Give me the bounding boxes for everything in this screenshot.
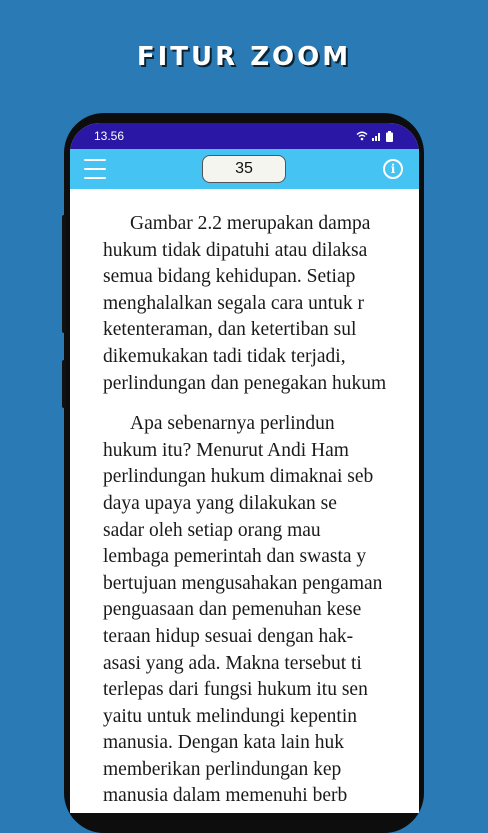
- text-line: terlepas dari fungsi hukum itu sen: [103, 679, 368, 701]
- phone-side-button: [62, 360, 66, 408]
- info-icon[interactable]: i: [383, 159, 403, 179]
- text-line: Gambar 2.2 merupakan dampa: [130, 213, 371, 234]
- phone-volume-button: [62, 215, 66, 333]
- text-line: perlindungan dan penegakan hukum: [103, 372, 387, 394]
- text-line: memberikan perlindungan kep: [103, 758, 342, 780]
- battery-icon: [386, 131, 393, 142]
- status-icons: [356, 131, 393, 142]
- text-line: hukum tidak dipatuhi atau dilaksa: [103, 239, 368, 261]
- text-line: lembaga pemerintah dan swasta y: [103, 546, 367, 568]
- text-line: daya upaya yang dilakukan se: [103, 492, 337, 514]
- page-number-field[interactable]: 35: [202, 155, 286, 183]
- text-line: semua bidang kehidupan. Setiap: [103, 266, 356, 288]
- promo-title: FITUR ZOOM: [136, 42, 352, 72]
- reader-toolbar: [70, 149, 419, 189]
- hamburger-menu-icon[interactable]: [84, 159, 106, 179]
- text-line: menghalalkan segala cara untuk r: [103, 292, 364, 314]
- signal-icon: [372, 131, 382, 141]
- text-line: bertujuan mengusahakan pengaman: [103, 572, 383, 594]
- paragraph-gap: [103, 397, 386, 411]
- text-line: asasi yang ada. Makna tersebut ti: [103, 652, 362, 674]
- text-line: sadar oleh setiap orang mau: [103, 519, 321, 541]
- text-line: hukum itu? Menurut Andi Ham: [103, 439, 349, 461]
- status-bar: [70, 123, 419, 149]
- text-line: manusia dalam memenuhi berb: [103, 785, 348, 807]
- text-line: Apa sebenarnya perlindun: [130, 413, 335, 435]
- text-line: penguasaan dan pemenuhan kese: [103, 599, 362, 621]
- text-line: perlindungan hukum dimaknai seb: [103, 466, 374, 488]
- status-time: 13.56: [94, 129, 125, 143]
- phone-screen: [70, 123, 419, 813]
- text-line: yaitu untuk melindungi kepentin: [103, 705, 358, 727]
- document-text: [103, 211, 386, 810]
- wifi-icon: [356, 131, 368, 141]
- text-line: manusia. Dengan kata lain huk: [103, 732, 344, 754]
- document-page[interactable]: [70, 189, 419, 813]
- text-line: teraan hidup sesuai dengan hak-: [103, 625, 354, 647]
- text-line: dikemukakan tadi tidak terjadi,: [103, 345, 346, 367]
- text-line: ketenteraman, dan ketertiban sul: [103, 319, 357, 341]
